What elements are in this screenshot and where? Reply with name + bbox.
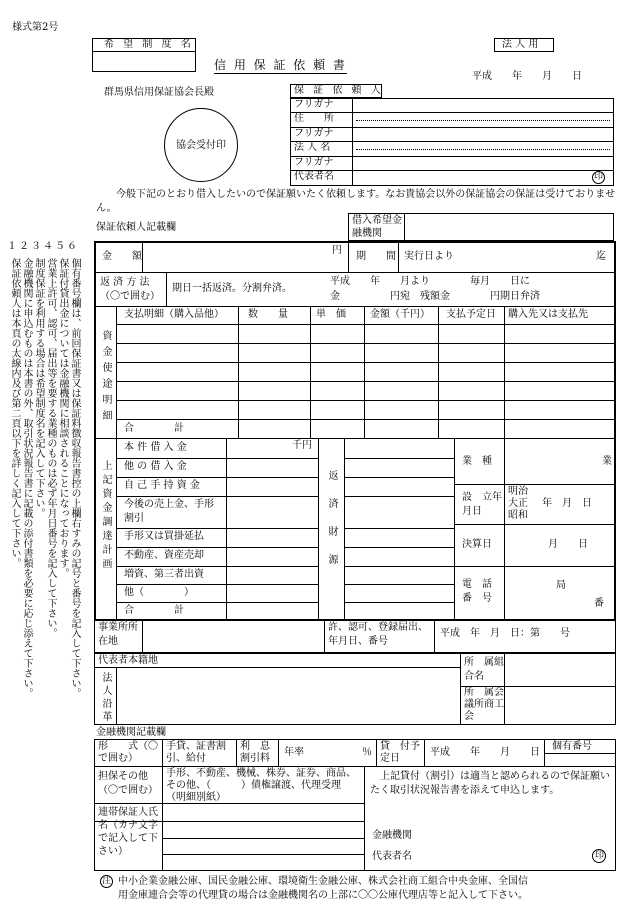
applicant-heading-box xyxy=(290,84,382,98)
plan-row-5: 手形又は買掛延払 xyxy=(124,531,204,542)
industry-label: 業 種 xyxy=(462,456,492,467)
rate-label: 年率 xyxy=(284,747,304,758)
plan-row-2: 他 の 借 入 金 xyxy=(124,461,187,472)
bank-label: 金融機関 xyxy=(372,830,412,841)
license-label: 許、認可、登録届出、年月日、番号 xyxy=(328,622,428,647)
address-label: 住 所 xyxy=(294,113,334,124)
repay-method-label xyxy=(100,276,160,304)
chamber-label: 所 属会議所商工会 xyxy=(464,687,504,722)
repay-options[interactable]: 期日一括返済。分割弁済。 xyxy=(172,283,292,294)
fund-use-label: 資金使途明細 xyxy=(100,330,111,426)
repay-detail-2: 金 円宛 残額金 円期日弁済 xyxy=(330,291,540,302)
plan-thousand-yen: 千円 xyxy=(292,440,312,451)
col-price: 単 価 xyxy=(316,309,346,320)
note-2: 保証付貸出金については金融機関に相談されることになっております。 xyxy=(57,258,68,578)
col-vendor: 購入先又は支払先 xyxy=(508,309,588,320)
history-label: 法人沿革 xyxy=(100,672,111,724)
furigana-3: フリガナ xyxy=(294,157,334,168)
page-title: 信 用 保 証 依 頼 書 xyxy=(214,58,347,74)
plan-row-4: 今後の売上金、手形割引 xyxy=(124,499,214,524)
addressee: 群馬県信用保証協会長殿 xyxy=(104,87,214,98)
form-number: 様式第2号 xyxy=(12,22,59,33)
section2-heading: 金融機関記載欄 xyxy=(96,727,166,738)
amount-label: 金 額 xyxy=(102,251,142,262)
fiscal-md: 月 日 xyxy=(548,539,588,550)
corporate-text: 法 人 用 xyxy=(502,39,539,50)
bank-seal-text: 印 xyxy=(595,851,605,861)
interest-label: 利 息割引料 xyxy=(240,741,270,764)
plan-row-3: 自 己 手 持 資 金 xyxy=(124,480,200,491)
note-6: 保証依頼人は本頁の太線内及び第二頁以下を詳しく記入して下さい。 xyxy=(9,258,20,568)
guarantor-label: 連帯保証人氏 名（カナ文字で記入して下さい） xyxy=(98,807,178,857)
exec-from: 実行日より xyxy=(404,251,454,262)
section1-heading: 保証依頼人記載欄 xyxy=(96,222,176,233)
phone-label: 電 話番 号 xyxy=(462,579,492,604)
period-label: 期 間 xyxy=(356,251,396,262)
col-amount: 金額（千円） xyxy=(370,309,430,320)
repay-method-text: 返 済 方 法 xyxy=(100,277,150,288)
furigana-2: フリガナ xyxy=(294,128,334,139)
footer-note-2: 用金庫連合会等の代理貸の場合は金融機関名の上部に〇〇公庫代理店等と記入して下さい。 xyxy=(118,890,528,901)
collateral-opts[interactable]: 手形、不動産、機械、株券、証券、商品、その他、（ ）債権譲渡、代理受理（明細別紙） xyxy=(166,768,356,803)
repay-detail-1: 平成 年 月より 毎月 日に xyxy=(330,276,530,287)
loan-date-value: 平成 年 月 日 xyxy=(430,747,540,758)
repay-circle-note: （〇で囲む） xyxy=(100,291,160,302)
note-mark-text: 注 xyxy=(102,876,112,886)
plan-row-7: 増資、第三者出資 xyxy=(124,569,204,580)
domicile-area xyxy=(94,653,616,725)
applicant-heading: 保 証 依 頼 人 xyxy=(294,85,384,96)
repay-source-label: 返済財源 xyxy=(326,470,337,582)
eras: 明治大正昭和 xyxy=(508,486,528,521)
plan-label: 上記資金調達計画 xyxy=(100,460,111,572)
footer-note-1: 中小企業金融公庫、国民金融公庫、環境衛生金融公庫、株式会社商工組合中央金庫、全国信 xyxy=(118,876,528,887)
corp-name-label: 法 人 名 xyxy=(294,142,331,153)
collateral-label: 担保その他（〇で囲む） xyxy=(98,771,158,796)
rep-label: 代表者名 xyxy=(372,851,412,862)
date-line: 平成 年 月 日 xyxy=(472,71,582,82)
loan-date-label: 貸 付予定日 xyxy=(380,741,420,764)
declaration: 上記貸付（割引）は適当と認められるので保証願いたく取引状況報告書を添えて申込します。 xyxy=(370,771,610,796)
license-date: 平成 年 月 日：第 号 xyxy=(440,628,570,639)
col-date: 支払予定日 xyxy=(446,309,496,320)
stamp-label: 協会受付印 xyxy=(176,140,226,151)
phone-num: 番 xyxy=(594,598,604,609)
industry-suffix: 業 xyxy=(602,456,612,467)
domicile-label: 代表者本籍地 xyxy=(98,655,158,666)
notes-numbers: １２３４５６ xyxy=(7,241,79,252)
amount-yen: 円 xyxy=(332,245,342,256)
note-5: 金融機関に申込むものは本書の外、取引状況報告書に記載の添付書類を必要に応じ添えて下さい。 xyxy=(21,258,32,698)
form-type-label: 形 式（〇で囲む） xyxy=(98,741,158,764)
representative-label: 代表者名 xyxy=(294,171,334,182)
affiliation-label: 所 属組合名 xyxy=(464,657,504,682)
form-type-opts[interactable]: 手貸、証書割引、給付 xyxy=(166,741,226,764)
established-label: 設 立年月日 xyxy=(462,492,502,517)
seal-text: 印 xyxy=(594,172,604,182)
phone-local: 局 xyxy=(556,580,566,591)
desired-bank-label: 借入希望金融機関 xyxy=(352,215,402,239)
intro-text: 今般下記のとおり借入したいので保証願いたく依頼します。なお貴協会以外の保証協会の保証は受けておりません。 xyxy=(96,189,616,214)
office-label: 事業所所在地 xyxy=(98,622,138,647)
note-3: 営業上許可、認可、届出等を要する業種のものは必ず年月日番号を記入して下さい。 xyxy=(45,258,56,638)
desired-system-label: 希 望 制 度 名 xyxy=(104,39,194,50)
plan-row-8: 他（ ） xyxy=(124,587,194,598)
until: 迄 xyxy=(596,251,606,262)
rate-pct: ％ xyxy=(362,747,372,758)
furigana-1: フリガナ xyxy=(294,99,334,110)
note-4: 制度保証を利用する場合は希望制度名を記入して下さい。 xyxy=(33,258,44,518)
established-ymd: 年 月 日 xyxy=(542,498,592,509)
note-1: 個有番号欄は、前回保証書又は保証料徴収報告書控の上欄右すみの記号と番号を記入して下さい。 xyxy=(69,258,80,698)
col-qty: 数 量 xyxy=(248,309,288,320)
plan-row-6: 不動産、資産売却 xyxy=(124,550,204,561)
fiscal-label: 決算日 xyxy=(462,539,492,550)
personal-no-label: 個有番号 xyxy=(552,741,592,752)
col-item: 支払明細（購入品他） xyxy=(124,309,224,320)
plan-row-1: 本 件 借 入 金 xyxy=(124,442,187,453)
plan-total: 合 計 xyxy=(124,605,184,616)
fund-total: 合 計 xyxy=(124,423,184,434)
